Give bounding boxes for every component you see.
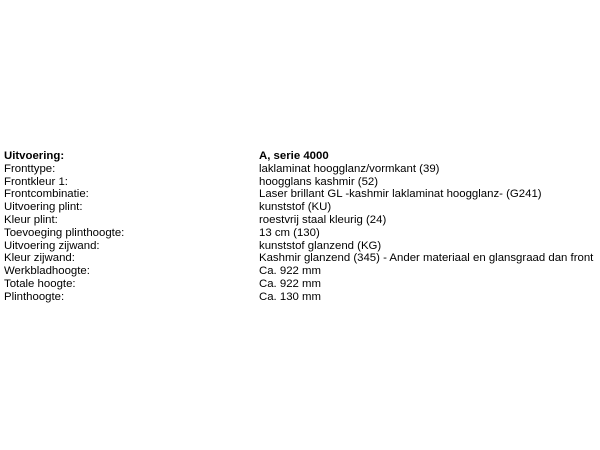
spec-value: 13 cm (130) [259,226,320,239]
spec-row-totale-hoogte [4,278,600,291]
spec-value: Laser brillant GL -kashmir laklaminat hoogglanz- (G241) [259,188,542,201]
spec-value: Ca. 922 mm [259,265,322,278]
spec-label: Frontkleur 1: [4,175,68,188]
spec-row-kleur-zijwand [4,252,600,265]
spec-label: Uitvoering plint: [4,201,83,214]
spec-row-fronttype [4,163,600,176]
spec-row-frontcombinatie [4,188,600,201]
spec-value: Ca. 922 mm [259,277,322,290]
spec-table [4,150,600,304]
spec-value: kunststof glanzend (KG) [259,239,382,252]
spec-header-label: Uitvoering: [4,150,65,162]
spec-label: Toevoeging plinthoogte: [4,226,125,239]
spec-row-frontkleur [4,176,600,189]
spec-label: Werkbladhoogte: [4,265,90,278]
spec-label: Kleur zijwand: [4,252,75,265]
spec-value: hoogglans kashmir (52) [259,175,379,188]
spec-row-uitvoering-zijwand [4,240,600,253]
spec-label: Plinthoogte: [4,290,65,303]
spec-value: kunststof (KU) [259,201,332,214]
spec-value: Ca. 130 mm [259,290,322,303]
spec-header-value: A, serie 4000 [259,150,329,162]
spec-row-werkbladhoogte [4,265,600,278]
spec-row-plinthoogte [4,291,600,304]
spec-row-uitvoering-plint [4,201,600,214]
spec-value: roestvrij staal kleurig (24) [259,213,387,226]
spec-value: Kashmir glanzend (345) - Ander materiaal en glansgraad dan front [259,252,594,265]
spec-row-kleur-plint [4,214,600,227]
spec-label: Uitvoering zijwand: [4,239,100,252]
spec-value: laklaminat hoogglanz/vormkant (39) [259,162,440,175]
spec-row-toevoeging-plinthoogte [4,227,600,240]
spec-label: Kleur plint: [4,213,58,226]
spec-header-row [4,150,600,163]
spec-label: Totale hoogte: [4,277,76,290]
spec-label: Frontcombinatie: [4,188,89,201]
spec-label: Fronttype: [4,162,56,175]
